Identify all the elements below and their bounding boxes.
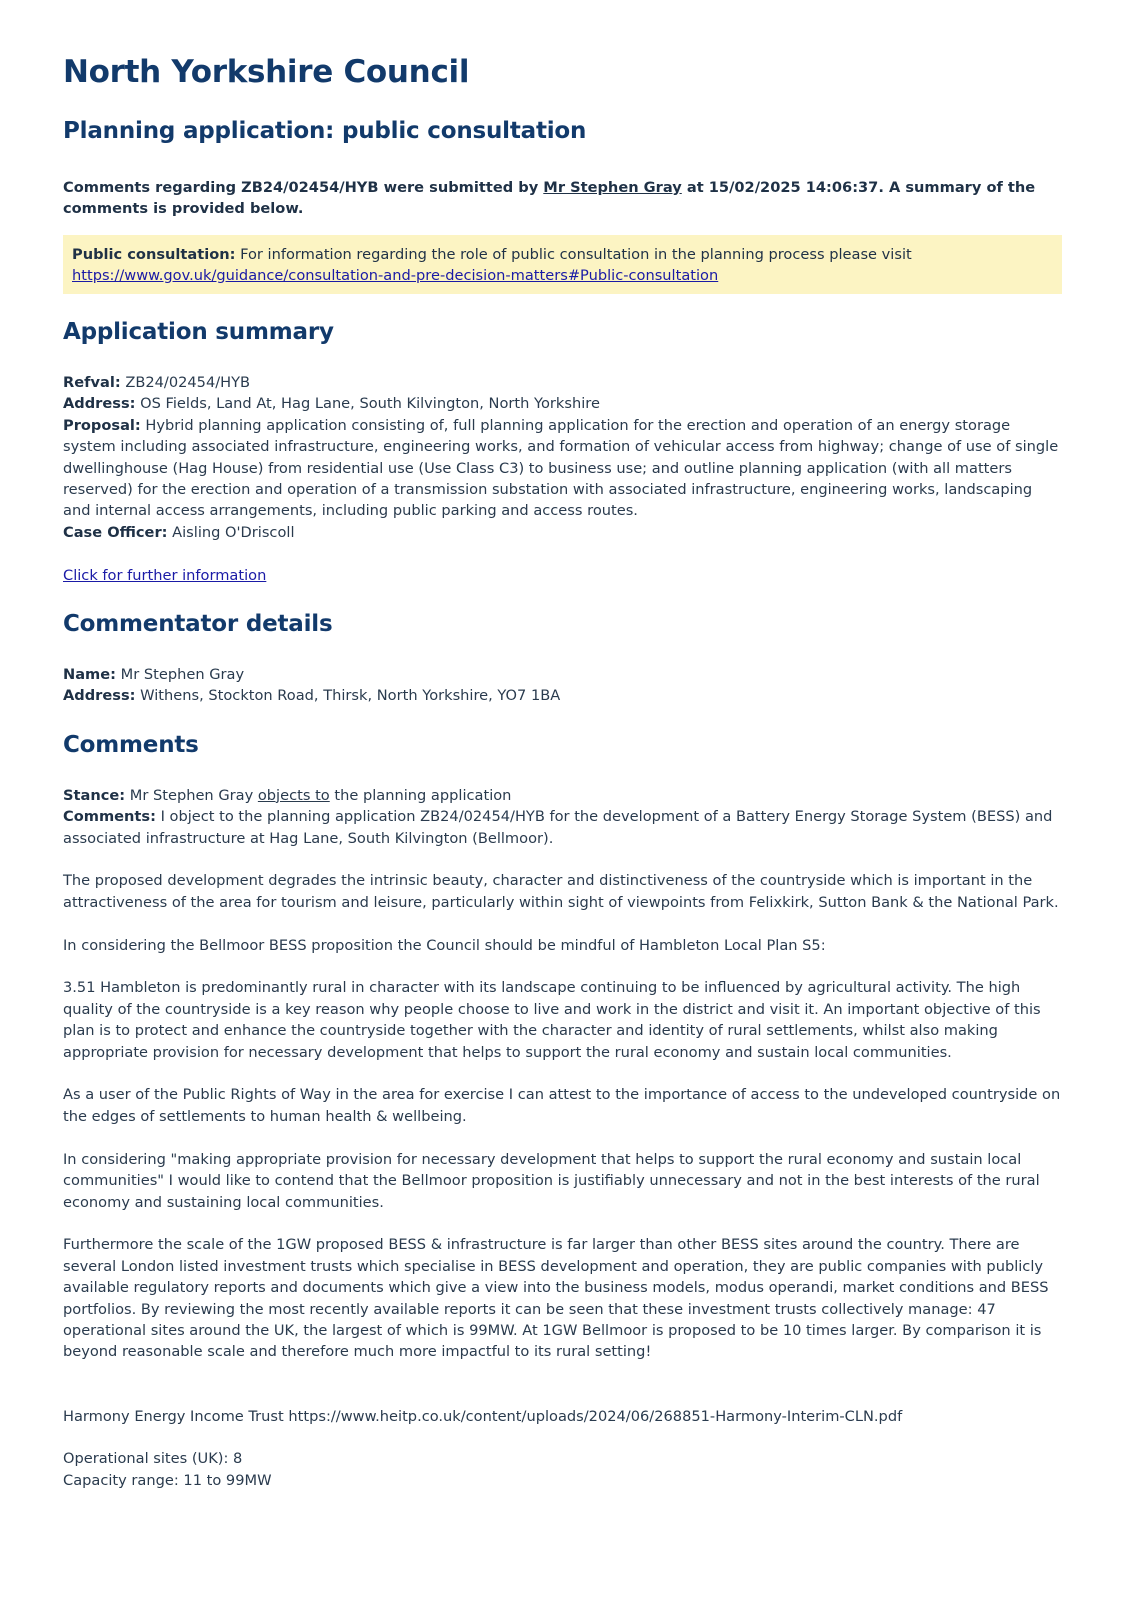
consultation-guidance-link[interactable]: https://www.gov.uk/guidance/consultation-and-pre-decision-matters#Public-consultation: [72, 267, 719, 284]
commentator-address: Withens, Stockton Road, Thirsk, North Yorkshire, YO7 1BA: [135, 687, 561, 705]
case-officer: Aisling O'Driscoll: [167, 523, 295, 541]
further-information-link[interactable]: Click for further information: [63, 566, 267, 584]
stance-value: objects to: [257, 786, 330, 804]
comment-paragraph: Operational sites (UK): 8: [63, 1450, 243, 1468]
council-title: North Yorkshire Council: [63, 54, 470, 90]
submission-intro: Comments regarding ZB24/02454/HYB were submitted by Mr Stephen Gray at 15/02/2025 14:06:37. A summary of the comments is provided below.: [63, 179, 1036, 217]
comment-paragraph: Capacity range: 11 to 99MW: [63, 1471, 272, 1489]
comments-body: Stance: Mr Stephen Gray objects to the planning application Comments: I object to the planning application ZB24/02454/HYB for the development of a Battery Energy Storage System (BESS) and associated infrastructure at Hag Lane, South Kilvington (Bellmoor). The proposed development degrades the intrinsic beauty, character and distinctiveness of the countryside which is important in the attractiveness of the area for tourism and leisure, particularly within sight of viewpoints from Felixkirk, Sutton Bank & the National Park. In considering the Bellmoor BESS proposition the Council should be mindful of Hambleton Local Plan S5: 3.51 Hambleton is predominantly rural in character with its landscape continuing to be influenced by agricultural activity. The high quality of the countryside is a key reason why people choose to live and work in the district and visit it. An important objective of this plan is to protect and enhance the countryside together with the character and identity of rural settlements, whilst also making appropriate provision for necessary development that helps to support the rural economy and sustain local communities. As a user of the Public Rights of Way in the area for exercise I can attest to the importance of access to the undeveloped countryside on the edges of settlements to human health & wellbeing. In considering "making appropriate provision for necessary development that helps to support the rural economy and sustain local communities" I would like to contend that the Bellmoor proposition is justifiably unnecessary and not in the best interests of the rural economy and sustaining local communities. Furthermore the scale of the 1GW proposed BESS & infrastructure is far larger than other BESS sites around the country. There are several London listed investment trusts which specialise in BESS development and operation, they are public companies with publicly available regulatory reports and documents which give a view into the business models, modus operandi, market conditions and BESS portfolios. By reviewing the most recently available reports it can be seen that these investment trusts collectively manage: 47 operational sites around the UK, the largest of which is 99MW. At 1GW Bellmoor is proposed to be 10 times larger. By comparison it is beyond reasonable scale and therefore much more impactful to its rural setting! Harmony Energy Income Trust https://www.heitp.co.uk/content/uploads/2024/06/268851-Harmony-Interim-CLN.pdf Operational sites (UK): 8 Capacity range: 11 to 99MW: [63, 785, 1062, 1491]
comment-paragraph: Harmony Energy Income Trust https://www.heitp.co.uk/content/uploads/2024/06/268851-Harmony-Interim-CLN.pdf: [63, 1407, 903, 1425]
comment-paragraph: In considering "making appropriate provision for necessary development that helps to support the rural economy and sustain local communities" I would like to contend that the Bellmoor proposition is justifiably unnecessary and not in the best interests of the rural economy and sustaining local communities.: [63, 1150, 1040, 1211]
comment-paragraph: 3.51 Hambleton is predominantly rural in character with its landscape continuing to be influenced by agricultural activity. The high quality of the countryside is a key reason why people choose to live and work in the district and visit it. An important objective of this plan is to protect and enhance the countryside together with the character and identity of rural settlements, whilst also making appropriate provision for necessary development that helps to support the rural economy and sustain local communities.: [63, 979, 1041, 1061]
commentator-details: Name: Mr Stephen Gray Address: Withens, Stockton Road, Thirsk, North Yorkshire, YO7 1BA: [63, 666, 561, 705]
commentator-details-heading: Commentator details: [63, 611, 333, 638]
comment-paragraph: As a user of the Public Rights of Way in the area for exercise I can attest to the importance of access to the undeveloped countryside on the edges of settlements to human health & wellbeing.: [63, 1086, 1061, 1125]
refval-value: ZB24/02454/HYB: [120, 374, 251, 391]
comment-paragraph: Furthermore the scale of the 1GW proposed BESS & infrastructure is far larger than other BESS sites around the country. There are several London listed investment trusts which specialise in BESS development and operation, they are public companies with publicly available regulatory reports and documents which give a view into the business models, modus operandi, market conditions and BESS portfolios. By reviewing the most recently available reports it can be seen that these investment trusts collectively manage: 47 operational sites around the UK, the largest of which is 99MW. At 1GW Bellmoor is proposed to be 10 times larger. By comparison it is beyond reasonable scale and therefore much more impactful to its rural setting!: [63, 1236, 1049, 1361]
site-address: OS Fields, Land At, Hag Lane, South Kilvington, North Yorkshire: [135, 395, 600, 413]
application-summary-heading: Application summary: [63, 319, 334, 345]
page-subtitle: Planning application: public consultation: [63, 118, 587, 144]
application-ref: ZB24/02454/HYB: [241, 179, 379, 196]
comment-paragraph: I object to the planning application ZB24/02454/HYB for the development of a Battery Energy Storage System (BESS) and associated infrastructure at Hag Lane, South Kilvington (Bellmoor).: [63, 808, 1053, 847]
public-consultation-notice: [63, 235, 1062, 294]
proposal-text: Hybrid planning application consisting of, full planning application for the erection and operation of an energy storage system including associated infrastructure, engineering works, and formation of vehicular access from highway; change of use of single dwellinghouse (Hag House) from residential use (Use Class C3) to business use; and outline planning application (with all matters reserved) for the erection and operation of a transmission substation with associated infrastructure, engineering works, landscaping and internal access arrangements, including public parking and access routes.: [63, 416, 1059, 520]
commentator-name: Mr Stephen Gray: [116, 666, 245, 684]
comment-paragraph: The proposed development degrades the intrinsic beauty, character and distinctiveness of the countryside which is important in the attractiveness of the area for tourism and leisure, particularly within sight of viewpoints from Felixkirk, Sutton Bank & the National Park.: [63, 872, 1059, 911]
commenter-name-link[interactable]: Mr Stephen Gray: [543, 179, 682, 196]
notice-text: For information regarding the role of public consultation in the planning process please visit: [235, 246, 912, 263]
comment-paragraph: In considering the Bellmoor BESS proposition the Council should be mindful of Hambleton Local Plan S5:: [63, 936, 826, 954]
application-summary: Refval: ZB24/02454/HYB Address: OS Fields, Land At, Hag Lane, South Kilvington, North Yorkshire Proposal: Hybrid planning application consisting of, full planning application for the erection and operation of an energy storage system including associated infrastructure, engineering works, and formation of vehicular access from highway; change of use of single dwellinghouse (Hag House) from residential use (Use Class C3) to business use; and outline planning application (with all matters reserved) for the erection and operation of a transmission substation with associated infrastructure, engineering works, landscaping and internal access arrangements, including public parking and access routes. Case Officer: Aisling O'Driscoll Click for further information: [63, 374, 1059, 584]
notice-label: Public consultation:: [72, 246, 236, 263]
comments-heading: Comments: [63, 731, 199, 758]
